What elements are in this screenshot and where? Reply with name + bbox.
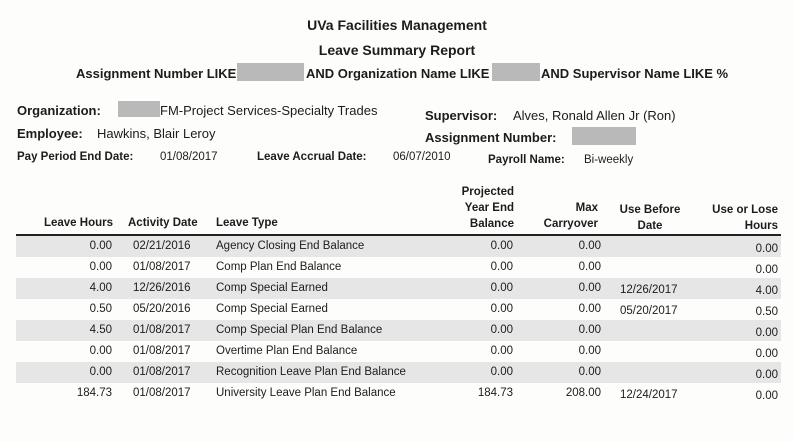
cell-use-before: 05/20/2017 (620, 305, 678, 317)
header-use-or-lose-hours (690, 202, 778, 234)
cell-projected: 0.00 (490, 366, 513, 378)
cell-leave-hours: 0.50 (89, 303, 112, 315)
cell-use-or-lose: 0.00 (755, 243, 778, 255)
header-projected-line3: Balance (469, 218, 514, 230)
report-org-title: UVa Facilities Management (307, 17, 487, 33)
cell-leave-type: Comp Plan End Balance (216, 261, 342, 273)
cell-max-carryover: 0.00 (578, 366, 601, 378)
cell-leave-type: Agency Closing End Balance (216, 240, 365, 252)
cell-leave-hours: 4.50 (89, 324, 112, 336)
cell-projected: 0.00 (490, 345, 513, 357)
header-projected-balance (430, 184, 514, 232)
redacted-organization-code (118, 101, 160, 117)
cell-projected: 184.73 (477, 387, 513, 399)
filter-organization-label: AND Organization Name LIKE (306, 66, 490, 81)
cell-activity-date: 01/08/2017 (133, 324, 191, 336)
cell-leave-type: Overtime Plan End Balance (216, 345, 358, 357)
header-use-or-lose-line1: Use or Lose (712, 204, 778, 216)
cell-use-or-lose: 0.00 (755, 390, 778, 402)
header-projected-line1: Projected (461, 186, 514, 198)
cell-leave-hours: 4.00 (89, 282, 112, 294)
cell-use-or-lose: 0.50 (755, 306, 778, 318)
assignment-number-label: Assignment Number: (425, 130, 557, 145)
cell-max-carryover: 208.00 (565, 387, 601, 399)
table-row (16, 278, 781, 299)
header-leave-type: Leave Type (216, 217, 278, 229)
cell-leave-type: Comp Special Earned (216, 303, 328, 315)
cell-max-carryover: 0.00 (578, 303, 601, 315)
payroll-name-value: Bi-weekly (584, 154, 634, 166)
cell-leave-type: Comp Special Plan End Balance (216, 324, 383, 336)
cell-use-before: 12/26/2017 (620, 284, 678, 296)
leave-accrual-label: Leave Accrual Date: (257, 151, 367, 163)
cell-use-or-lose: 4.00 (755, 285, 778, 297)
header-use-before-date (612, 202, 688, 234)
cell-leave-hours: 0.00 (89, 240, 112, 252)
supervisor-label: Supervisor: (425, 108, 498, 123)
header-max-line2: Carryover (543, 218, 598, 230)
pay-period-value: 01/08/2017 (160, 151, 218, 163)
organization-value: FM-Project Services-Specialty Trades (160, 103, 378, 118)
cell-projected: 0.00 (490, 261, 513, 273)
cell-max-carryover: 0.00 (578, 282, 601, 294)
cell-max-carryover: 0.00 (578, 261, 601, 273)
table-row (16, 257, 781, 278)
cell-use-or-lose: 0.00 (755, 369, 778, 381)
cell-leave-type: Comp Special Earned (216, 282, 328, 294)
organization-label: Organization: (17, 103, 101, 118)
header-leave-hours: Leave Hours (43, 217, 113, 229)
cell-leave-hours: 0.00 (89, 261, 112, 273)
cell-leave-hours: 184.73 (76, 387, 112, 399)
supervisor-value: Alves, Ronald Allen Jr (Ron) (513, 108, 676, 123)
cell-activity-date: 01/08/2017 (133, 387, 191, 399)
cell-leave-type: University Leave Plan End Balance (216, 387, 396, 399)
cell-max-carryover: 0.00 (578, 240, 601, 252)
cell-activity-date: 01/08/2017 (133, 261, 191, 273)
payroll-name-label: Payroll Name: (488, 154, 565, 166)
redacted-assignment-number (572, 127, 636, 145)
employee-label: Employee: (17, 126, 83, 141)
table-row (16, 236, 781, 257)
header-use-or-lose-line2: Hours (744, 220, 778, 232)
cell-activity-date: 01/08/2017 (133, 366, 191, 378)
cell-use-before: 12/24/2017 (620, 389, 678, 401)
cell-max-carryover: 0.00 (578, 345, 601, 357)
table-row (16, 362, 781, 383)
cell-use-or-lose: 0.00 (755, 348, 778, 360)
cell-activity-date: 12/26/2016 (133, 282, 191, 294)
table-row (16, 341, 781, 362)
filter-assignment-label: Assignment Number LIKE (76, 66, 237, 81)
cell-activity-date: 02/21/2016 (133, 240, 191, 252)
header-use-before-line2: Date (637, 220, 663, 232)
employee-value: Hawkins, Blair Leroy (97, 126, 216, 141)
table-row (16, 299, 781, 320)
cell-leave-hours: 0.00 (89, 366, 112, 378)
header-projected-line2: Year End (464, 202, 514, 214)
cell-max-carryover: 0.00 (578, 324, 601, 336)
table-row (16, 320, 781, 341)
cell-leave-type: Recognition Leave Plan End Balance (216, 366, 406, 378)
header-max-line1: Max (575, 202, 598, 214)
header-use-before-line1: Use Before (619, 204, 681, 216)
cell-projected: 0.00 (490, 303, 513, 315)
cell-leave-hours: 0.00 (89, 345, 112, 357)
cell-activity-date: 05/20/2016 (133, 303, 191, 315)
cell-activity-date: 01/08/2017 (133, 345, 191, 357)
table-row (16, 383, 781, 404)
pay-period-label: Pay Period End Date: (17, 151, 134, 163)
cell-projected: 0.00 (490, 240, 513, 252)
cell-projected: 0.00 (490, 324, 513, 336)
cell-projected: 0.00 (490, 282, 513, 294)
leave-accrual-value: 06/07/2010 (393, 151, 451, 163)
header-max-carryover (520, 200, 598, 232)
redacted-organization-filter (492, 63, 540, 81)
filter-supervisor-label: AND Supervisor Name LIKE % (541, 66, 729, 81)
report-title: Leave Summary Report (318, 42, 476, 58)
cell-use-or-lose: 0.00 (755, 264, 778, 276)
redacted-assignment-filter (237, 63, 304, 81)
header-activity-date: Activity Date (128, 217, 198, 229)
cell-use-or-lose: 0.00 (755, 327, 778, 339)
